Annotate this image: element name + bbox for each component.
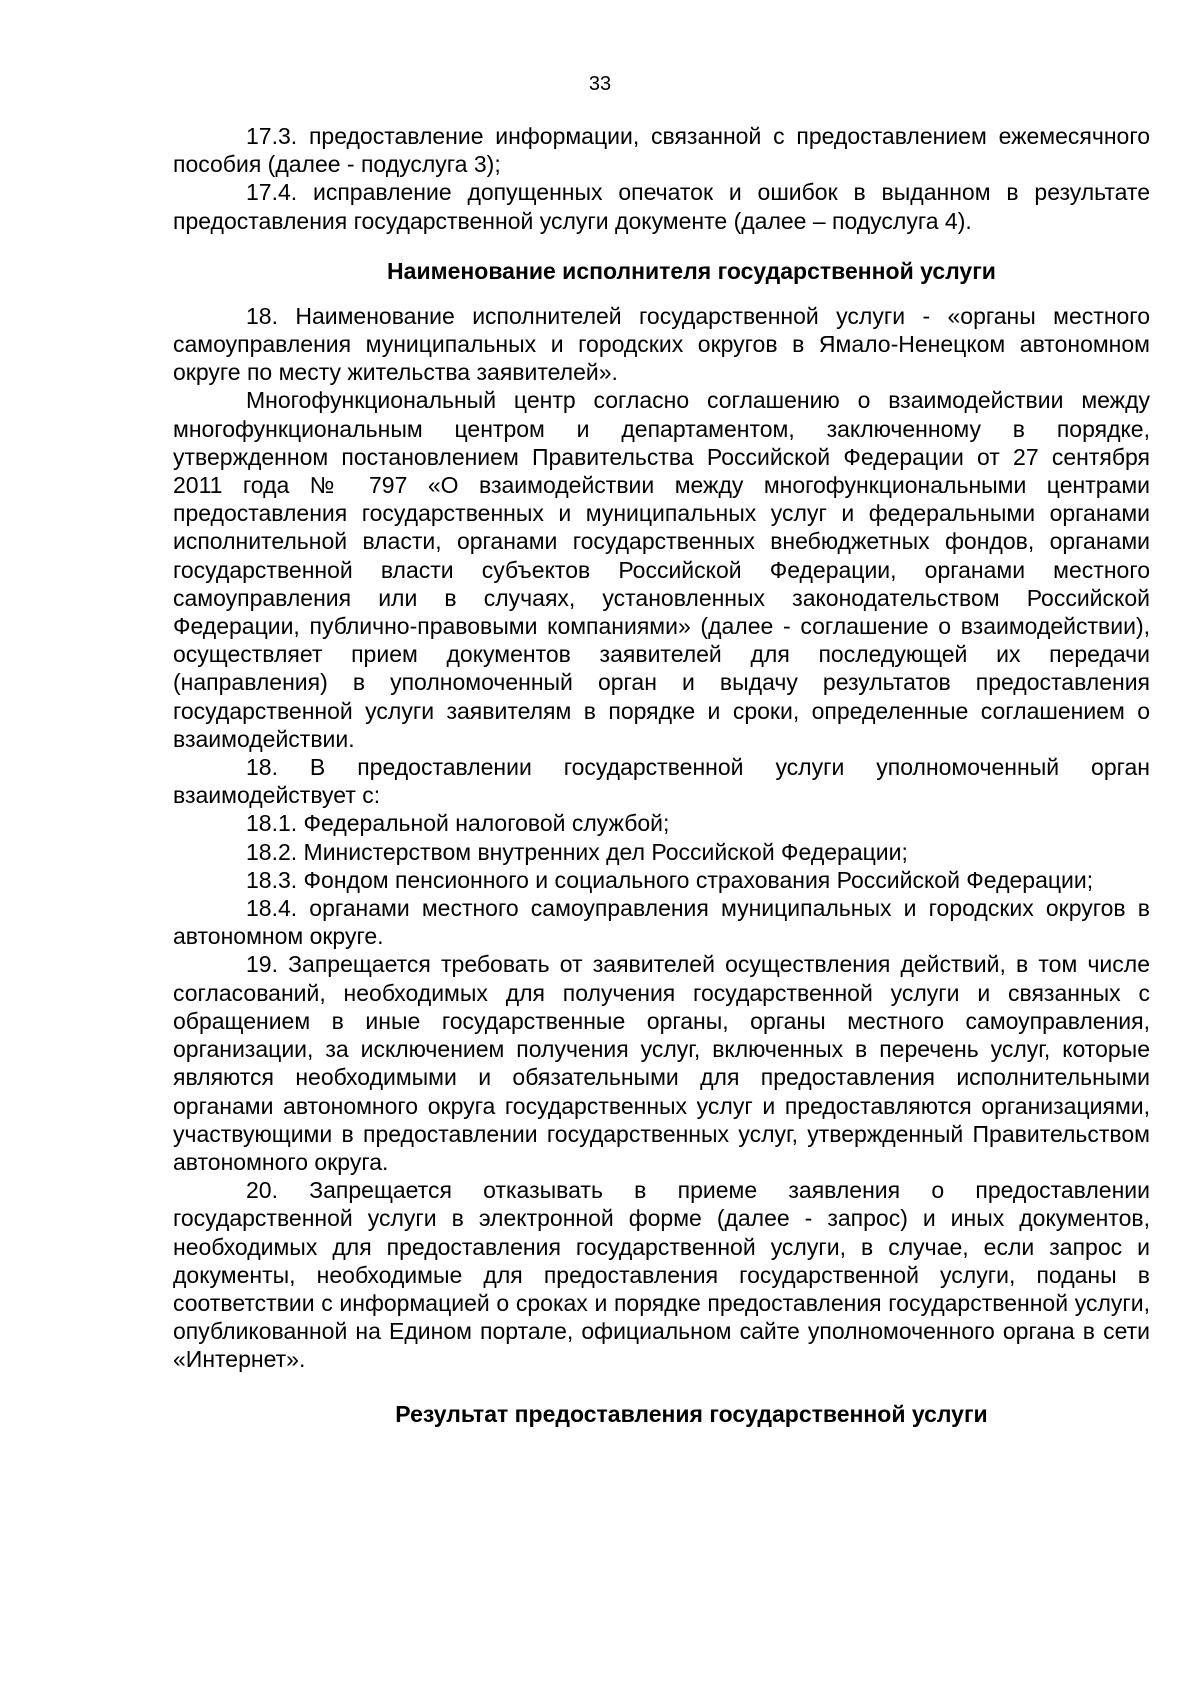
section-heading-executor: Наименование исполнителя государственной услуги [387,257,996,284]
paragraph-17-4: 17.4. исправление допущенных опечаток и ошибок в выданном в результате предоставления государственной услуги документе (далее – подуслуга 4). [173,179,1150,234]
paragraph-18-2: 18.2. Министерством внутренних дел Российской Федерации; [246,838,908,865]
paragraph-18-3: 18.3. Фондом пенсионного и социального страхования Российской Федерации; [246,866,1094,893]
paragraph-19: 19. Запрещается требовать от заявителей осуществления действий, в том числе согласований, необходимых для получения государственной услуги и связанных с обращением в иные государственные органы, органы местного самоуправления, организации, за исключением получения услуг, включенных в перечень услуг, которые являются необходимыми и обязательными для предоставления исполнительными органами автономного округа государственных услуг и предоставляются организациями, участвующими в предоставлении государственных услуг, утвержденный Правительством автономного округа. [173,951,1150,1175]
paragraph-mfc: Многофункциональный центр согласно соглашению о взаимодействии между многофункциональным центром и департаментом, заключенному в порядке, утвержденном постановлением Правительства Российской Федерации от 27 сентября 2011 года № 797 «О взаимодействии между многофункциональными центрами предоставления государственных и муниципальных услуг и федеральными органами исполнительной власти, органами государственных внебюджетных фондов, органами государственной власти субъектов Российской Федерации, органами местного самоуправления или в случаях, установленных законодательством Российской Федерации, публично-правовыми компаниями» (далее - соглашение о взаимодействии), осуществляет прием документов заявителей для последующей их передачи (направления) в уполномоченный орган и выдачу результатов предоставления государственной услуги заявителям в порядке и сроки, определенные соглашением о взаимодействии. [173,387,1150,752]
paragraph-18-4: 18.4. органами местного самоуправления муниципальных и городских округов в автономном округе. [173,895,1150,950]
paragraph-18-interaction: 18. В предоставлении государственной услуги уполномоченный орган взаимодействует с: [173,754,1150,809]
paragraph-20: 20. Запрещается отказывать в приеме заявления о предоставлении государственной услуги в электронной форме (далее - запрос) и иных документов, необходимых для предоставления государственной услуги, в случае, если запрос и документы, необходимые для предоставления государственной услуги, поданы в соответствии с информацией о сроках и порядке предоставления государственной услуги, опубликованной на Едином портале, официальном сайте уполномоченного органа в сети «Интернет». [173,1177,1150,1373]
paragraph-18-executors: 18. Наименование исполнителей государственной услуги - «органы местного самоуправления муниципальных и городских округов в Ямало-Ненецком автономном округе по месту жительства заявителей». [173,302,1150,386]
section-heading-result: Результат предоставления государственной услуги [395,1400,988,1427]
document-body [173,122,1150,1428]
paragraph-18-1: 18.1. Федеральной налоговой службой; [246,810,670,837]
page-number: 33 [588,73,612,95]
paragraph-17-3: 17.3. предоставление информации, связанной с предоставлением ежемесячного пособия (далее - подуслуга 3); [173,123,1150,178]
